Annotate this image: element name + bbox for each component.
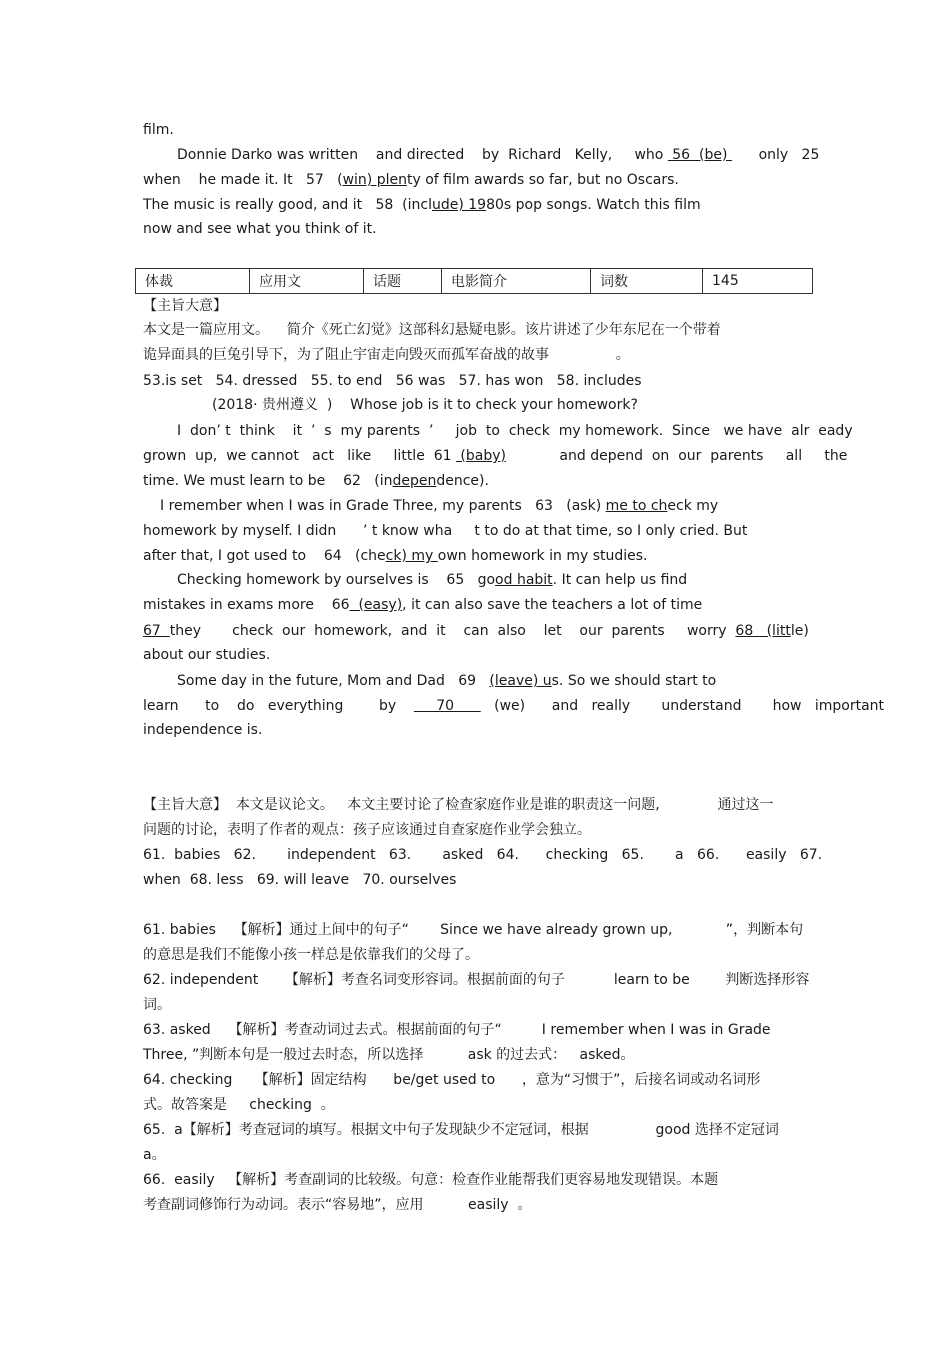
text: when he made it. It 57 ( (143, 172, 343, 188)
passage2-source: (2018· 贵州遵义 ) Whose job is it to check your homework? (212, 397, 638, 413)
table-cell: 话题 (364, 269, 442, 294)
text: own homework in my studies. (437, 548, 648, 564)
passage2-line (143, 547, 647, 565)
text: Some day in the future, Mom and Dad 69 (177, 673, 490, 689)
passage1-para1 (177, 146, 819, 164)
passage2-line: independence is. (143, 722, 263, 738)
text: dence). (436, 473, 489, 489)
summary2-line: 【主旨大意】 本文是议论文。 本文主要讨论了检查家庭作业是谁的职责这一问题, 通过这一 (143, 797, 774, 813)
blank-67: 67 (143, 623, 170, 639)
passage1-line: film. (143, 122, 174, 138)
summary1-line: 本文是一篇应用文。 简介《死亡幻觉》这部科幻悬疑电影。该片讲述了少年东尼在一个带着 (143, 322, 721, 338)
text: Checking homework by ourselves is 65 go (177, 572, 496, 588)
table-cell: 145 (703, 269, 813, 294)
blank-58: ude) 19 (431, 197, 487, 213)
passage1-line (143, 171, 679, 189)
blank-70: 70 (413, 698, 481, 714)
passage2-line (177, 571, 687, 589)
blank-68: 68 (litt (735, 623, 791, 639)
passage2-line (143, 472, 489, 490)
explanation-62: 62. independent 【解析】考查名词变形容词。根据前面的句子 learn to be 判断选择形容 (143, 972, 810, 988)
text: Donnie Darko was written and directed by Richard Kelly, who (177, 147, 668, 163)
text: 80s pop songs. Watch this film (486, 197, 701, 213)
text: (we) and really understand how important (480, 698, 885, 714)
explanation-61: 61. babies 【解析】通过上间中的句子“ Since we have already grown up, ”，判断本句 (143, 922, 804, 938)
passage2-line (143, 697, 884, 715)
text: s. So we should start to (551, 673, 717, 689)
passage2-line (143, 447, 847, 465)
explanation-62: 词。 (143, 997, 171, 1013)
blank-63: me to ch (605, 498, 668, 514)
passage2-line: I don’ t think it ’ s my parents ’ job to check my homework. Since we have alr eady (177, 423, 853, 439)
meta-table (135, 268, 813, 294)
passage2-line: homework by myself. I didn ’ t know wha t to do at that time, so I only cried. But (143, 523, 748, 539)
blank-56: 56 (be) (667, 147, 732, 163)
text: they check our homework, and it can also let our parents worry (169, 623, 736, 639)
text: le) (790, 623, 809, 639)
explanation-63: Three, ”判断本句是一般过去时态，所以选择 ask 的过去式： asked。 (143, 1047, 635, 1063)
explanation-65: a。 (143, 1147, 166, 1163)
passage1-line: now and see what you think of it. (143, 221, 377, 237)
text: only 25 (731, 147, 820, 163)
explanation-64: 式。故答案是 checking 。 (143, 1097, 335, 1113)
text: ty of film awards so far, but no Oscars. (406, 172, 679, 188)
table-cell: 词数 (591, 269, 703, 294)
explanation-66: 考查副词修饰行为动词。表示“容易地”，应用 easily 。 (143, 1197, 532, 1213)
passage2-line (177, 672, 716, 690)
text: learn to do everything by (143, 698, 414, 714)
text: after that, I got used to 64 (che (143, 548, 386, 564)
explanation-65: 65. a【解析】考查冠词的填写。根据文中句子发现缺少不定冠词，根据 good 选择不定冠词 (143, 1122, 779, 1138)
text: and depend on our parents all the (506, 448, 848, 464)
blank-66: (easy) (349, 597, 403, 613)
text: The music is really good, and it 58 (incl (143, 197, 432, 213)
summary1-line: 诡异面具的巨兔引导下，为了阻止宇宙走向毁灭而孤军奋战的故事 。 (143, 347, 630, 363)
blank-69: (leave) u (489, 673, 552, 689)
text: grown up, we cannot act like little 61 (143, 448, 456, 464)
explanation-66: 66. easily 【解析】考查副词的比较级。句意：检查作业能帮我们更容易地发现错误。本题 (143, 1172, 719, 1188)
passage2-line (143, 622, 809, 640)
table-row (136, 269, 813, 294)
text: I remember when I was in Grade Three, my parents 63 (ask) (160, 498, 606, 514)
text: eck my (667, 498, 719, 514)
text: time. We must learn to be 62 (in (143, 473, 393, 489)
passage2-line (143, 596, 702, 614)
table-cell: 电影简介 (442, 269, 591, 294)
text: , it can also save the teachers a lot of time (402, 597, 703, 613)
text: . It can help us find (552, 572, 688, 588)
table-cell: 体裁 (136, 269, 250, 294)
answers-61-70: when 68. less 69. will leave 70. ourselves (143, 872, 457, 888)
passage1-para2 (143, 196, 701, 214)
answers-61-70: 61. babies 62. independent 63. asked 64. checking 65. a 66. easily 67. (143, 847, 823, 863)
blank-64: ck) my (385, 548, 438, 564)
answers-53-58: 53.is set 54. dressed 55. to end 56 was 57. has won 58. includes (143, 373, 642, 389)
summary2-line: 问题的讨论，表明了作者的观点：孩子应该通过自查家庭作业学会独立。 (143, 822, 591, 838)
blank-65: od habit (495, 572, 553, 588)
blank-61: (baby) (455, 448, 506, 464)
explanation-61: 的意思是我们不能像小孩一样总是依靠我们的父母了。 (143, 947, 479, 963)
summary1-heading: 【主旨大意】 (143, 298, 227, 314)
explanation-64: 64. checking 【解析】固定结构 be/get used to ，意为“习惯于”，后接名词或动名词形 (143, 1072, 761, 1088)
explanation-63: 63. asked 【解析】考查动词过去式。根据前面的句子“ I remember when I was in Grade (143, 1022, 771, 1038)
passage2-line (160, 497, 718, 515)
blank-57: win) plen (342, 172, 407, 188)
passage2-line: about our studies. (143, 647, 271, 663)
blank-62: depen (392, 473, 437, 489)
table-cell: 应用文 (250, 269, 364, 294)
text: mistakes in exams more 66 (143, 597, 350, 613)
